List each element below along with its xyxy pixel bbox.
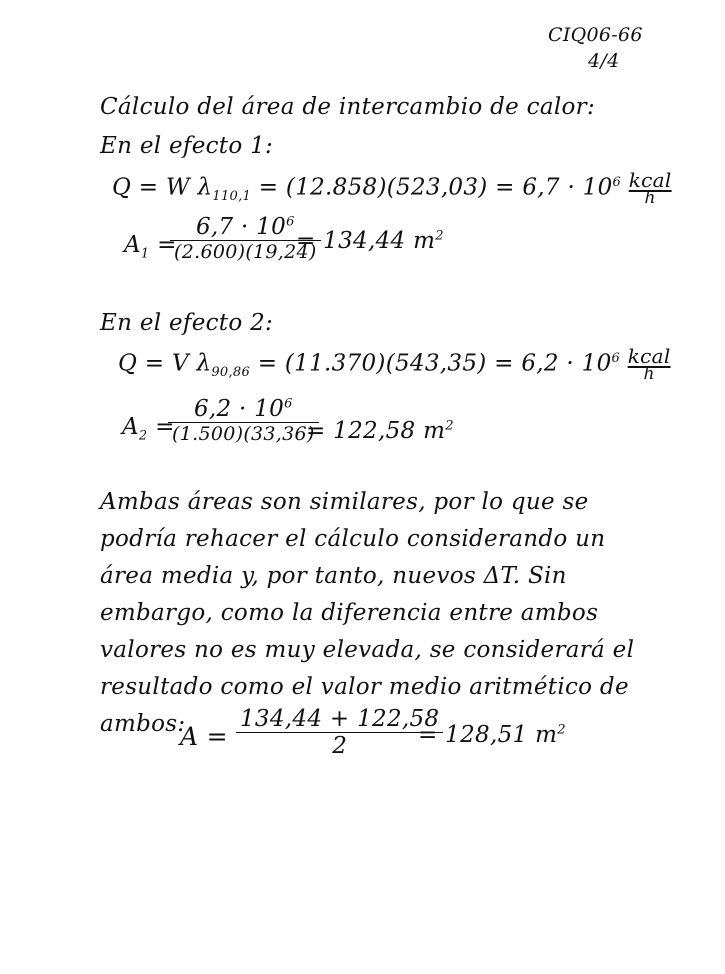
effect2-q-exponent: 6: [611, 350, 621, 366]
effect2-area-label: $A_2$ =: [122, 414, 175, 444]
fraction-numerator: $6,2 \cdot 10^6$: [193, 396, 293, 422]
effect1-heat-equation: [112, 170, 672, 207]
effect2-heat-equation: [118, 346, 671, 383]
fraction-numerator: 134,44 + 122,58: [240, 706, 440, 732]
final-area-label: A =: [180, 722, 228, 751]
effect2-area-result: = 122,58 $m^2$: [306, 418, 454, 444]
effect2-area-fraction: [168, 396, 319, 445]
effect1-q-exponent: 6: [612, 174, 622, 190]
document-code: CIQ06-66: [548, 24, 643, 46]
unit-numerator: kcal: [628, 168, 672, 192]
effect1-q-rhs: = (12.858)(523,03) = 6,7 · 10: [258, 174, 613, 201]
section-title: Cálculo del área de intercambio de calor:: [100, 94, 596, 120]
fraction-denominator: (1.500)(33,36): [172, 423, 315, 445]
page-number: 4/4: [588, 50, 620, 72]
effect1-area-label: $A_1$ =: [124, 232, 177, 262]
effect2-lambda-subscript: 90,86: [211, 365, 251, 381]
effect2-heat-unit: [628, 346, 671, 383]
effect2-q-lhs: Q = V λ: [118, 350, 212, 377]
unit-denominator: h: [644, 188, 656, 208]
effect2-q-rhs: = (11.370)(543,35) = 6,2 · 10: [257, 350, 612, 377]
fraction-numerator: $6,7 \cdot 10^6$: [195, 214, 295, 240]
final-area-result: = 128,51 $m^2$: [418, 722, 566, 748]
effect1-q-lhs: Q = W λ: [112, 174, 213, 201]
effect1-lambda-subscript: 110,1: [212, 189, 252, 205]
effect2-area-subscript: 2: [138, 428, 148, 444]
effect2-heading: En el efecto 2:: [100, 310, 274, 336]
effect1-heading: En el efecto 1:: [100, 133, 274, 159]
unit-numerator: kcal: [627, 344, 671, 368]
conclusion-paragraph: Ambas áreas son similares, por lo que se podría rehacer el cálculo considerando un área media y, por tanto, nuevos ΔT. Sin embargo, como la diferencia entre ambos valores no es muy elevada, se considerará el resultado como el valor medio aritmético de ambos:: [100, 489, 635, 737]
unit-denominator: h: [643, 364, 655, 384]
final-area-fraction: [236, 706, 443, 759]
effect1-heat-unit: [629, 170, 672, 207]
fraction-denominator: 2: [332, 733, 348, 759]
effect1-area-result: = 134,44 $m^2$: [296, 228, 444, 254]
effect1-area-subscript: 1: [140, 246, 150, 262]
fraction-denominator: (2.600)(19,24): [174, 241, 317, 263]
